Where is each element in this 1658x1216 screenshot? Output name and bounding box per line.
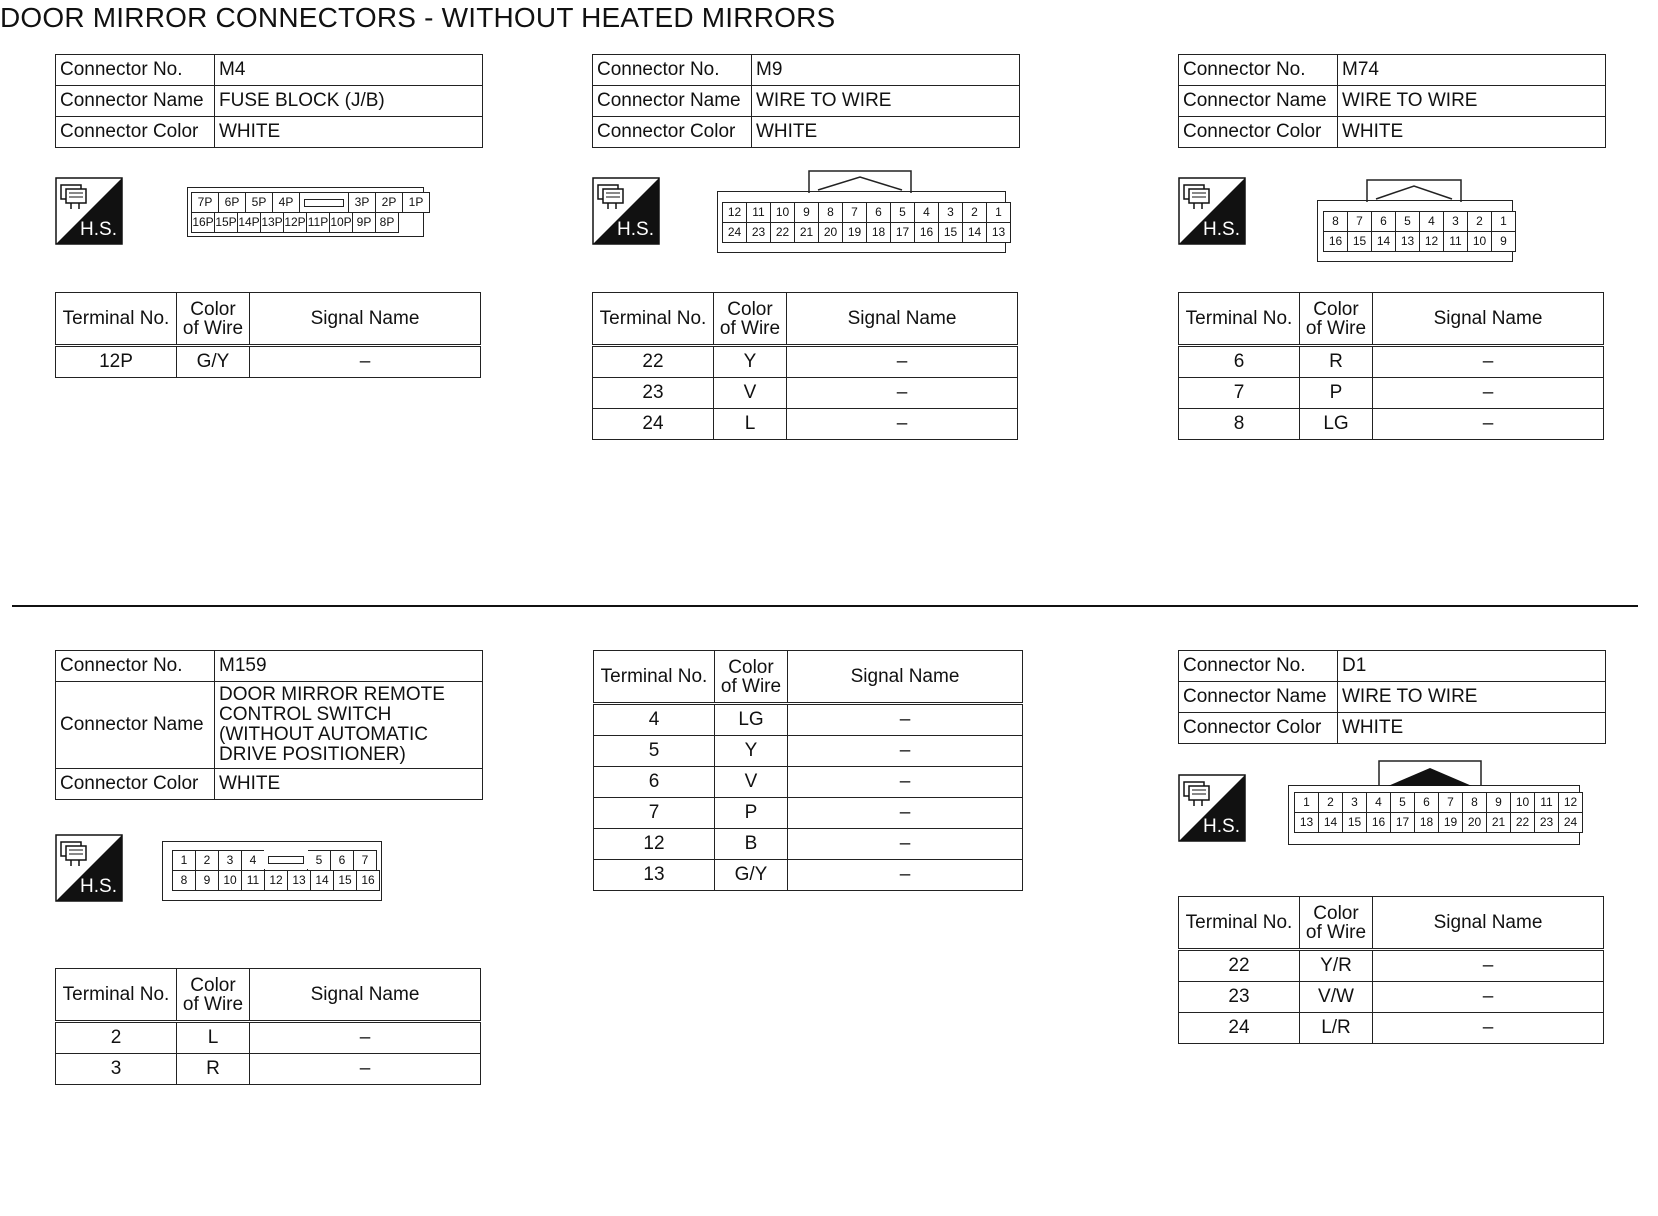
wire-color-cell: R xyxy=(177,1054,250,1085)
terminal-table-m74 xyxy=(1178,292,1604,440)
wire-color-cell: P xyxy=(1300,378,1373,409)
wire-color-cell: P xyxy=(715,798,788,829)
wire-color-cell: G/Y xyxy=(715,860,788,891)
signal-name-cell: – xyxy=(250,1022,481,1054)
pin-cell: 2 xyxy=(195,850,219,871)
label-connector-color: Connector Color xyxy=(56,117,215,148)
wire-color-cell: L xyxy=(714,409,787,440)
table-row xyxy=(594,767,1023,798)
wire-color-cell: V xyxy=(714,378,787,409)
terminal-table-m4 xyxy=(55,292,481,378)
terminal-header-row xyxy=(56,293,481,346)
table-row xyxy=(593,346,1018,378)
pin-cell: 11 xyxy=(241,870,265,891)
signal-name-cell: – xyxy=(1373,950,1604,982)
pin-cell: 4 xyxy=(1419,211,1444,232)
connector-color-value: WHITE xyxy=(1338,117,1606,148)
pin-cell: 9 xyxy=(195,870,219,891)
pin-cell: 8P xyxy=(375,212,399,233)
pin-cell: 13 xyxy=(1294,812,1319,833)
connector-no-value: M9 xyxy=(752,55,1020,86)
pin-cell: 11 xyxy=(1443,231,1468,252)
pin-grid xyxy=(723,203,1011,243)
pin-cell: 14 xyxy=(1371,231,1396,252)
terminal-header-row xyxy=(1179,897,1604,950)
terminal-header-row xyxy=(56,969,481,1022)
pin-cell: 5 xyxy=(307,850,331,871)
terminal-no-cell: 24 xyxy=(593,409,714,440)
terminal-header-row xyxy=(593,293,1018,346)
pin-cell: 16 xyxy=(914,222,939,243)
signal-name-cell: – xyxy=(1373,982,1604,1013)
pin-cell: 18 xyxy=(866,222,891,243)
terminal-no-cell: 4 xyxy=(594,704,715,736)
pin-cell: 8 xyxy=(818,202,843,223)
terminal-table-m9 xyxy=(592,292,1018,440)
terminal-no-cell: 6 xyxy=(1179,346,1300,378)
header-color-of-wire: Color of Wire xyxy=(1300,897,1373,950)
terminal-no-cell: 23 xyxy=(1179,982,1300,1013)
connector-face-m4 xyxy=(187,187,424,237)
pin-cell: 17 xyxy=(890,222,915,243)
pin-cell: 21 xyxy=(1486,812,1511,833)
table-row xyxy=(1179,409,1604,440)
terminal-no-cell: 6 xyxy=(594,767,715,798)
pin-cell: 8 xyxy=(172,870,196,891)
signal-name-cell: – xyxy=(787,409,1018,440)
pin-cell: 5 xyxy=(1395,211,1420,232)
pin-row xyxy=(192,193,430,213)
pin-cell: 11 xyxy=(746,202,771,223)
signal-name-cell: – xyxy=(787,346,1018,378)
pin-cell: 12 xyxy=(264,870,288,891)
table-row xyxy=(594,704,1023,736)
connector-info-m4 xyxy=(55,54,483,148)
pin-cell: 23 xyxy=(1534,812,1559,833)
pin-cell: 16P xyxy=(191,212,215,233)
pin-grid xyxy=(192,193,430,233)
pin-cell: 24 xyxy=(722,222,747,243)
wire-color-cell: LG xyxy=(715,704,788,736)
pin-cell: 5 xyxy=(1390,792,1415,813)
connector-color-value: WHITE xyxy=(215,117,483,148)
pin-cell: 4 xyxy=(914,202,939,223)
pin-cell: 15 xyxy=(333,870,357,891)
label-connector-no: Connector No. xyxy=(56,55,215,86)
hs-badge-icon xyxy=(1178,177,1246,245)
pin-row xyxy=(1295,793,1583,813)
wire-color-cell: L/R xyxy=(1300,1013,1373,1044)
pin-cell: 22 xyxy=(770,222,795,243)
header-signal-name: Signal Name xyxy=(788,651,1023,704)
terminal-no-cell: 24 xyxy=(1179,1013,1300,1044)
pin-row xyxy=(1324,232,1516,252)
hs-label: H.S. xyxy=(80,219,117,240)
header-signal-name: Signal Name xyxy=(787,293,1018,346)
pin-cell: 7 xyxy=(1347,211,1372,232)
connector-color-value: WHITE xyxy=(1338,713,1606,744)
pin-row xyxy=(1295,813,1583,833)
table-row xyxy=(594,829,1023,860)
pin-cell: 9P xyxy=(352,212,376,233)
pin-cell: 4 xyxy=(1366,792,1391,813)
connector-face-m74 xyxy=(1317,200,1513,262)
pin-cell: 6P xyxy=(218,192,246,213)
hs-badge-icon xyxy=(55,177,123,245)
pin-cell: 12 xyxy=(722,202,747,223)
pin-cell: 9 xyxy=(1491,231,1516,252)
connector-name-value: WIRE TO WIRE xyxy=(1338,86,1606,117)
header-color-of-wire: Color of Wire xyxy=(177,969,250,1022)
header-signal-name: Signal Name xyxy=(250,293,481,346)
connector-no-value: M159 xyxy=(215,651,483,682)
hs-label: H.S. xyxy=(1203,219,1240,240)
header-terminal-no: Terminal No. xyxy=(1179,293,1300,346)
pin-row xyxy=(173,871,380,891)
pin-cell: 15 xyxy=(1342,812,1367,833)
pin-row xyxy=(723,223,1011,243)
pin-cell: 11P xyxy=(306,212,330,233)
hs-label: H.S. xyxy=(617,219,654,240)
pin-cell: 15P xyxy=(214,212,238,233)
terminal-table-m159 xyxy=(55,968,481,1085)
pin-row xyxy=(173,851,380,871)
signal-name-cell: – xyxy=(787,378,1018,409)
connector-no-value: M74 xyxy=(1338,55,1606,86)
header-terminal-no: Terminal No. xyxy=(593,293,714,346)
header-color-of-wire: Color of Wire xyxy=(715,651,788,704)
wire-color-cell: V xyxy=(715,767,788,798)
terminal-no-cell: 12 xyxy=(594,829,715,860)
header-terminal-no: Terminal No. xyxy=(1179,897,1300,950)
pin-cell xyxy=(299,192,349,213)
pin-cell: 4 xyxy=(241,850,265,871)
pin-cell: 12 xyxy=(1419,231,1444,252)
connector-info-m9 xyxy=(592,54,1020,148)
pin-cell: 7P xyxy=(191,192,219,213)
pin-cell: 12 xyxy=(1558,792,1583,813)
header-terminal-no: Terminal No. xyxy=(56,293,177,346)
pin-cell: 18 xyxy=(1414,812,1439,833)
label-connector-no: Connector No. xyxy=(593,55,752,86)
connector-face-d1 xyxy=(1288,785,1580,845)
pin-cell: 11 xyxy=(1534,792,1559,813)
hs-badge-icon xyxy=(592,177,660,245)
pin-cell: 24 xyxy=(1558,812,1583,833)
pin-cell: 6 xyxy=(330,850,354,871)
signal-name-cell: – xyxy=(250,1054,481,1085)
terminal-no-cell: 22 xyxy=(593,346,714,378)
terminal-no-cell: 23 xyxy=(593,378,714,409)
hs-label: H.S. xyxy=(80,876,117,897)
signal-name-cell: – xyxy=(788,767,1023,798)
table-row xyxy=(593,378,1018,409)
pin-cell xyxy=(264,850,308,869)
pin-cell: 13 xyxy=(287,870,311,891)
pin-cell: 9 xyxy=(794,202,819,223)
wire-color-cell: L xyxy=(177,1022,250,1054)
terminal-no-cell: 3 xyxy=(56,1054,177,1085)
terminal-table-m159-cont xyxy=(593,650,1023,891)
pin-cell: 7 xyxy=(353,850,377,871)
terminal-no-cell: 22 xyxy=(1179,950,1300,982)
pin-cell: 17 xyxy=(1390,812,1415,833)
pin-cell: 15 xyxy=(938,222,963,243)
pin-cell: 1P xyxy=(402,192,430,213)
pin-cell: 8 xyxy=(1323,211,1348,232)
pin-row xyxy=(1324,212,1516,232)
pin-cell: 20 xyxy=(1462,812,1487,833)
wire-color-cell: B xyxy=(715,829,788,860)
terminal-header-row xyxy=(1179,293,1604,346)
pin-cell: 10 xyxy=(218,870,242,891)
connector-latch-icon xyxy=(808,170,912,194)
signal-name-cell: – xyxy=(1373,1013,1604,1044)
pin-cell: 23 xyxy=(746,222,771,243)
signal-name-cell: – xyxy=(788,704,1023,736)
pin-cell: 6 xyxy=(866,202,891,223)
pin-cell: 8 xyxy=(1462,792,1487,813)
pin-cell: 3 xyxy=(1342,792,1367,813)
pin-cell: 6 xyxy=(1414,792,1439,813)
terminal-no-cell: 8 xyxy=(1179,409,1300,440)
connector-face-m159 xyxy=(162,841,382,901)
wire-color-cell: G/Y xyxy=(177,346,250,378)
pin-row xyxy=(192,213,430,233)
signal-name-cell: – xyxy=(788,829,1023,860)
pin-cell: 21 xyxy=(794,222,819,243)
pin-cell: 3 xyxy=(218,850,242,871)
connector-latch-icon xyxy=(1378,760,1482,787)
terminal-header-row xyxy=(594,651,1023,704)
pin-cell: 16 xyxy=(356,870,380,891)
pin-cell: 2 xyxy=(1318,792,1343,813)
signal-name-cell: – xyxy=(788,798,1023,829)
pin-cell: 7 xyxy=(1438,792,1463,813)
signal-name-cell: – xyxy=(788,736,1023,767)
table-row xyxy=(56,1054,481,1085)
terminal-table-d1 xyxy=(1178,896,1604,1044)
pin-cell: 5P xyxy=(245,192,273,213)
pin-cell: 9 xyxy=(1486,792,1511,813)
label-connector-name: Connector Name xyxy=(56,86,215,117)
wire-color-cell: LG xyxy=(1300,409,1373,440)
table-row xyxy=(593,409,1018,440)
label-connector-no: Connector No. xyxy=(56,651,215,682)
header-color-of-wire: Color of Wire xyxy=(177,293,250,346)
wire-color-cell: Y/R xyxy=(1300,950,1373,982)
pin-cell: 19 xyxy=(1438,812,1463,833)
pin-cell: 6 xyxy=(1371,211,1396,232)
wire-color-cell: Y xyxy=(714,346,787,378)
terminal-no-cell: 2 xyxy=(56,1022,177,1054)
label-connector-name: Connector Name xyxy=(56,682,215,769)
signal-name-cell: – xyxy=(1373,346,1604,378)
signal-name-cell: – xyxy=(250,346,481,378)
pin-cell: 10 xyxy=(1510,792,1535,813)
terminal-no-cell: 5 xyxy=(594,736,715,767)
table-row xyxy=(594,736,1023,767)
terminal-no-cell: 13 xyxy=(594,860,715,891)
header-terminal-no: Terminal No. xyxy=(594,651,715,704)
connector-face-m9 xyxy=(717,191,1006,253)
pin-cell: 13P xyxy=(260,212,284,233)
pin-cell: 12P xyxy=(283,212,307,233)
pin-row xyxy=(723,203,1011,223)
hs-label: H.S. xyxy=(1203,816,1240,837)
table-row xyxy=(1179,1013,1604,1044)
pin-grid xyxy=(1324,212,1516,252)
table-row xyxy=(56,346,481,378)
terminal-no-cell: 7 xyxy=(1179,378,1300,409)
connector-info-m159 xyxy=(55,650,483,800)
pin-cell: 14 xyxy=(1318,812,1343,833)
pin-cell: 1 xyxy=(1491,211,1516,232)
signal-name-cell: – xyxy=(788,860,1023,891)
header-signal-name: Signal Name xyxy=(1373,293,1604,346)
connector-info-d1 xyxy=(1178,650,1606,744)
pin-cell: 10P xyxy=(329,212,353,233)
pin-cell: 14 xyxy=(962,222,987,243)
pin-cell: 13 xyxy=(986,222,1011,243)
pin-cell: 22 xyxy=(1510,812,1535,833)
pin-cell: 16 xyxy=(1366,812,1391,833)
connector-no-value: D1 xyxy=(1338,651,1606,682)
label-connector-name: Connector Name xyxy=(1179,682,1338,713)
pin-cell: 2P xyxy=(375,192,403,213)
pin-cell: 4P xyxy=(272,192,300,213)
label-connector-name: Connector Name xyxy=(593,86,752,117)
pin-cell: 15 xyxy=(1347,231,1372,252)
table-row xyxy=(594,798,1023,829)
terminal-no-cell: 7 xyxy=(594,798,715,829)
label-connector-color: Connector Color xyxy=(593,117,752,148)
hs-badge-icon xyxy=(1178,774,1246,842)
pin-cell: 14P xyxy=(237,212,261,233)
table-row xyxy=(594,860,1023,891)
label-connector-no: Connector No. xyxy=(1179,651,1338,682)
pin-cell: 2 xyxy=(962,202,987,223)
pin-cell: 20 xyxy=(818,222,843,243)
label-connector-color: Connector Color xyxy=(1179,117,1338,148)
connector-no-value: M4 xyxy=(215,55,483,86)
pin-cell: 2 xyxy=(1467,211,1492,232)
pin-grid xyxy=(173,851,380,891)
pin-grid xyxy=(1295,793,1583,833)
pin-cell: 1 xyxy=(986,202,1011,223)
pin-cell: 14 xyxy=(310,870,334,891)
table-row xyxy=(56,1022,481,1054)
wire-color-cell: V/W xyxy=(1300,982,1373,1013)
terminal-no-cell: 12P xyxy=(56,346,177,378)
hs-badge-icon xyxy=(55,834,123,902)
pin-cell: 7 xyxy=(842,202,867,223)
label-connector-name: Connector Name xyxy=(1179,86,1338,117)
pin-cell: 19 xyxy=(842,222,867,243)
connector-name-value: FUSE BLOCK (J/B) xyxy=(215,86,483,117)
pin-cell: 5 xyxy=(890,202,915,223)
pin-cell: 3 xyxy=(1443,211,1468,232)
table-row xyxy=(1179,950,1604,982)
table-row xyxy=(1179,346,1604,378)
connector-color-value: WHITE xyxy=(752,117,1020,148)
header-color-of-wire: Color of Wire xyxy=(1300,293,1373,346)
table-row xyxy=(1179,982,1604,1013)
signal-name-cell: – xyxy=(1373,378,1604,409)
pin-cell: 3 xyxy=(938,202,963,223)
label-connector-color: Connector Color xyxy=(56,769,215,800)
label-connector-color: Connector Color xyxy=(1179,713,1338,744)
pin-cell: 16 xyxy=(1323,231,1348,252)
connector-latch-icon xyxy=(1366,179,1462,203)
connector-name-value: WIRE TO WIRE xyxy=(1338,682,1606,713)
header-signal-name: Signal Name xyxy=(250,969,481,1022)
pin-cell: 1 xyxy=(172,850,196,871)
page-title: DOOR MIRROR CONNECTORS - WITHOUT HEATED MIRRORS xyxy=(0,2,836,33)
pin-cell: 10 xyxy=(1467,231,1492,252)
header-color-of-wire: Color of Wire xyxy=(714,293,787,346)
section-divider xyxy=(12,605,1638,607)
table-row xyxy=(1179,378,1604,409)
pin-cell: 13 xyxy=(1395,231,1420,252)
pin-cell: 10 xyxy=(770,202,795,223)
wire-color-cell: Y xyxy=(715,736,788,767)
header-terminal-no: Terminal No. xyxy=(56,969,177,1022)
connector-info-m74 xyxy=(1178,54,1606,148)
connector-name-value: DOOR MIRROR REMOTE CONTROL SWITCH (WITHOUT AUTOMATIC DRIVE POSITIONER) xyxy=(215,682,483,769)
header-signal-name: Signal Name xyxy=(1373,897,1604,950)
wire-color-cell: R xyxy=(1300,346,1373,378)
connector-color-value: WHITE xyxy=(215,769,483,800)
pin-cell: 1 xyxy=(1294,792,1319,813)
signal-name-cell: – xyxy=(1373,409,1604,440)
connector-name-value: WIRE TO WIRE xyxy=(752,86,1020,117)
pin-cell: 3P xyxy=(348,192,376,213)
label-connector-no: Connector No. xyxy=(1179,55,1338,86)
